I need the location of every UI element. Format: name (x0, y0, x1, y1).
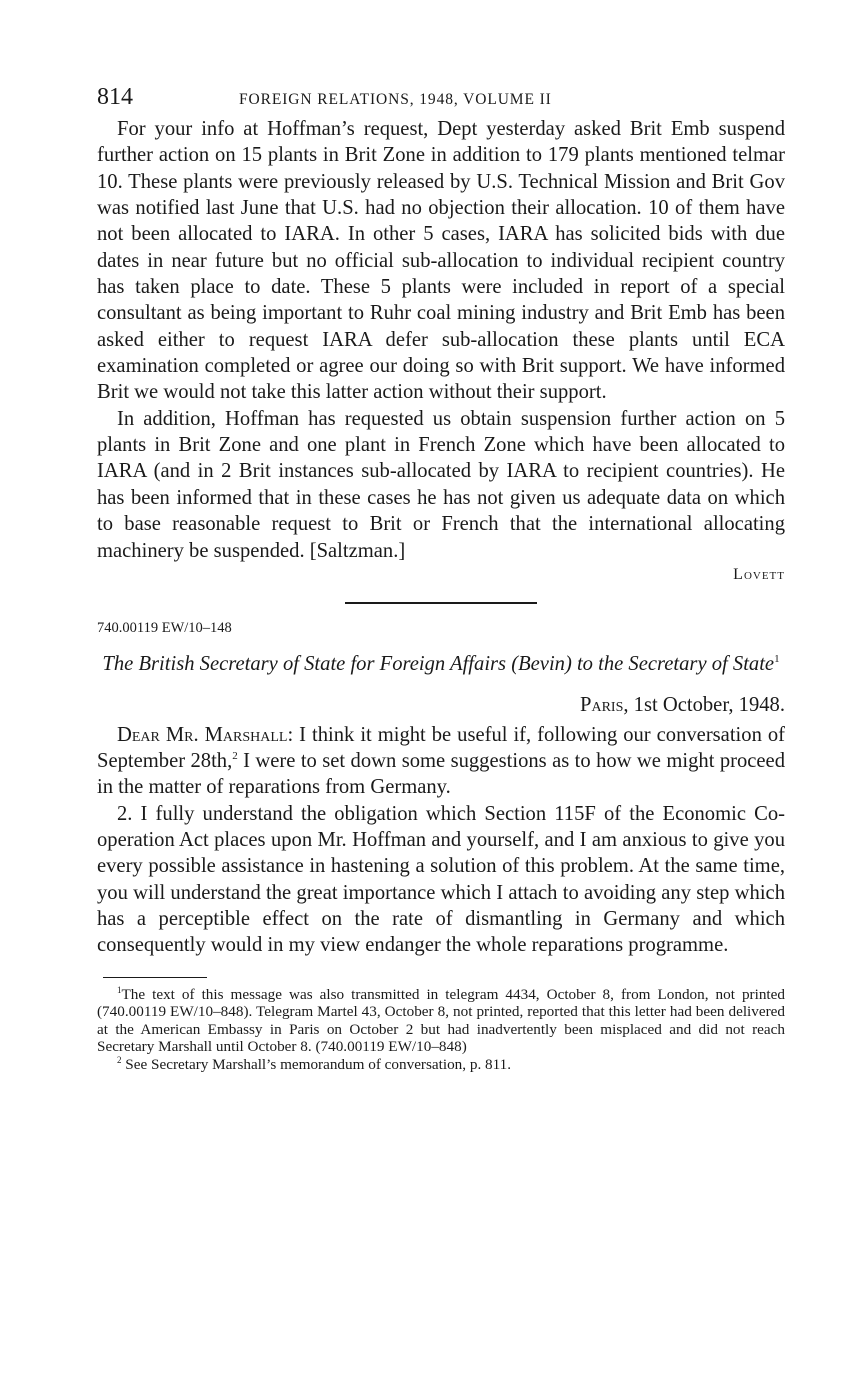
letter-paragraph-text: : I think it might be useful if, following our conversation of September 28th, (97, 723, 785, 773)
footnote-marker: 2 (117, 1054, 122, 1065)
footnote (97, 986, 785, 1056)
telegram-paragraph: For your info at Hoffman’s request, Dept yesterday asked Brit Emb suspend further action on 15 plants in Brit Zone in addition to 179 plants mentioned telmar 10. These plants were previously released by U.S. Technical Mission and Brit Gov was notified last June that U.S. had no objection their allocation. 10 of them have not been allocated to IARA. In other 5 cases, IARA has solicited bids with due dates in near future but no official sub-allocation to individual recipient country has taken place to date. These 5 plants were included in report of a special consultant as being important to Ruhr coal mining industry and Brit Emb has been asked either to request IARA defer sub-allocation these plants until ECA examination completed or agree our doing so with Brit support. We have informed Brit we would not take this latter action without their support. (97, 118, 785, 404)
letter-paragraph: 2. I fully understand the obligation which Section 115F of the Economic Co-operation Act places upon Mr. Hoffman and yourself, and I am anxious to give you every possible assistance in hastening a solution of this problem. At the same time, you will understand the great importance which I attach to avoiding any step which has a perceptible effect on the rate of dismantling in Germany and which consequently would in my view endanger the whole reparations programme. (97, 802, 785, 957)
footnote-marker: 1 (774, 652, 780, 665)
footnotes (97, 986, 785, 1074)
dateline-place: Paris (580, 693, 624, 716)
file-number: 740.00119 EW/10–148 (97, 619, 232, 636)
footnote (97, 1056, 785, 1074)
footnote-marker: 1 (117, 984, 122, 995)
running-title: FOREIGN RELATIONS, 1948, VOLUME II (239, 91, 552, 108)
running-head (97, 84, 785, 116)
page-number: 814 (97, 84, 133, 110)
footnote-marker: 2 (232, 750, 238, 763)
salutation: Dear Mr. Marshall (117, 723, 288, 746)
dateline-date: , 1st October, 1948. (623, 693, 785, 716)
telegram-paragraph: In addition, Hoffman has requested us obtain suspension further action on 5 plants in Brit Zone and one plant in French Zone which have been allocated to IARA (and in 2 Brit instances sub-allocated by IARA to recipient countries). He has been informed that in these cases he has not given us adequate data on which to base reasonable request to Brit or French that the international allocating machinery be suspended. [Saltzman.] (97, 407, 785, 562)
signature-lovett: Lovett (733, 565, 785, 583)
letter-paragraph (97, 722, 785, 801)
section-divider (345, 602, 537, 604)
letter-paragraph-text: I were to set down some suggestions as to how we might proceed in the matter of reparations from Germany. (97, 750, 785, 799)
book-page (97, 84, 785, 1073)
document-title (97, 646, 785, 678)
footnote-divider (103, 977, 207, 978)
footnote-text: See Secretary Marshall’s memorandum of conversation, p. 811. (121, 1055, 512, 1073)
dateline (97, 688, 785, 722)
footnote-text: The text of this message was also transmitted in telegram 4434, October 8, from London, not printed (740.00119 EW/10–848). Telegram Martel 43, October 8, not printed, reported that this letter had been delivered at the American Embassy in Paris on October 2 but had inadvertently been misplaced and did not reach Secretary Marshall until October 8. (740.00119 EW/10–848) (97, 985, 785, 1056)
document-title-text: The British Secretary of State for Foreign Affairs (Bevin) to the Secretary of State (102, 652, 775, 675)
